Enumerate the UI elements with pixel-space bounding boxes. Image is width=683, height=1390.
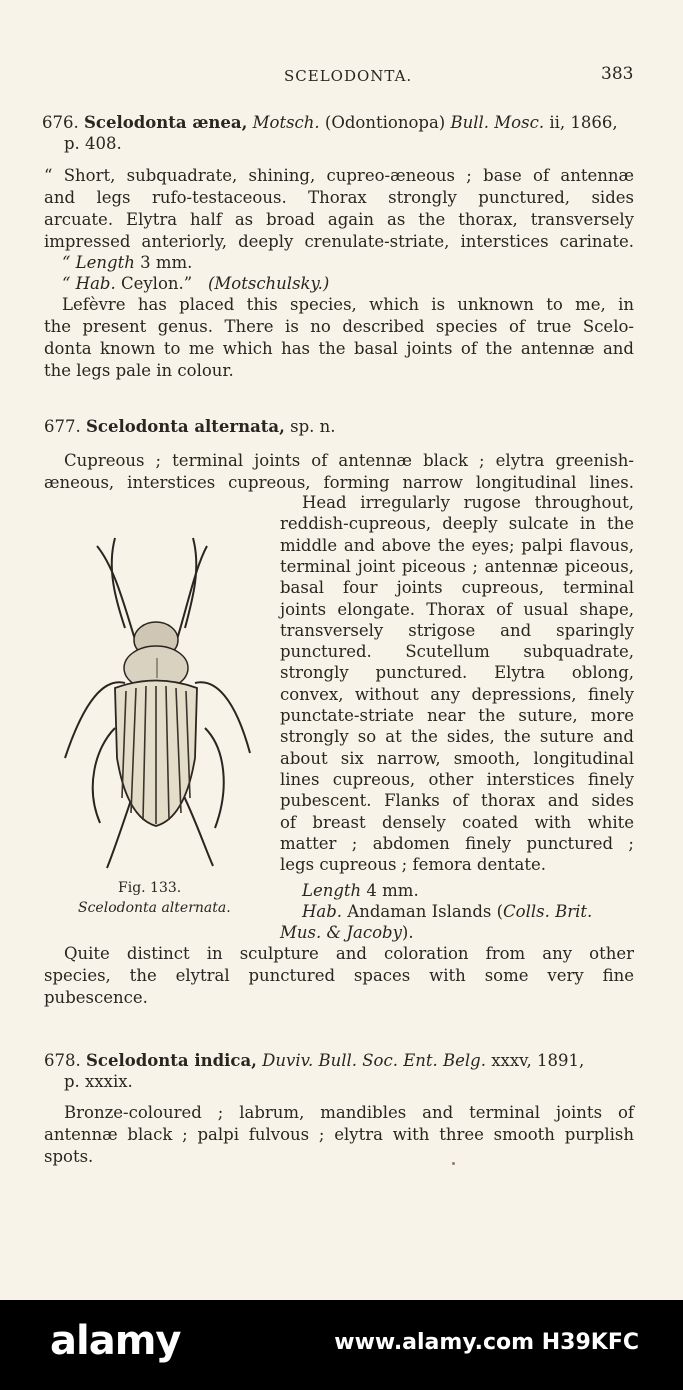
entry-677-heading <box>44 416 336 437</box>
hab-value: Ceylon.” <box>120 274 193 293</box>
quote-line: and legs rufo-testaceous. Thorax strongly punctured, sides <box>44 188 634 207</box>
entry-number: 677. <box>44 417 81 436</box>
hab-colls-2: Mus. & Jacoby <box>280 923 402 942</box>
hab-value: Andaman Islands ( <box>347 902 504 921</box>
reference: Bull. Mosc. <box>450 113 545 132</box>
entry-678-heading <box>44 1050 584 1071</box>
comment-line: the present genus. There is no described species of true Scelo- <box>44 317 634 336</box>
entry-676-page: p. 408. <box>64 134 122 153</box>
length-label: “ Length <box>62 253 135 272</box>
subgenus: (Odontionopa) <box>324 113 446 132</box>
quote-line: arcuate. Elytra half as broad again as the thorax, transversely <box>44 210 634 229</box>
volume: ii, 1866, <box>549 113 618 132</box>
closing-line: Quite distinct in sculpture and coloration from any other <box>64 944 634 963</box>
description-line: strongly punctured. Elytra oblong, <box>280 663 634 683</box>
description-line: transversely strigose and sparingly <box>280 620 634 640</box>
reference: Duviv. Bull. Soc. Ent. Belg. <box>262 1051 486 1070</box>
figure-label: Fig. 133. <box>118 880 182 896</box>
description-line: middle and above the eyes; palpi flavous, <box>280 535 634 555</box>
hab-colls: Colls. Brit. <box>503 902 593 921</box>
hab-end: ). <box>401 923 414 942</box>
species-name: Scelodonta ænea, <box>84 113 248 132</box>
desc-line: spots. <box>44 1147 94 1166</box>
entry-676-heading <box>42 112 618 133</box>
beetle-figure <box>45 528 265 878</box>
habitat-line <box>302 901 592 922</box>
volume: xxxv, 1891, <box>491 1051 585 1070</box>
comment-line: Lefèvre has placed this species, which is unknown to me, in <box>62 295 634 314</box>
length-value: 3 mm. <box>140 253 193 272</box>
description-line: reddish-cupreous, deeply sulcate in the <box>280 514 634 534</box>
brand-logo: alamy <box>50 1318 181 1364</box>
description-line: punctate-striate near the suture, more <box>280 706 634 725</box>
entry-number: 676. <box>42 113 79 132</box>
description-line: pubescent. Flanks of thorax and sides <box>280 791 634 811</box>
running-title: SCELODONTA. <box>284 67 413 85</box>
description-line: lines cupreous, other interstices finely <box>280 769 634 789</box>
habitat-line <box>62 273 329 294</box>
length-value: 4 mm. <box>366 881 419 900</box>
description-line: terminal joint piceous ; antennæ piceous, <box>280 556 634 576</box>
description-line: legs cupreous ; femora dentate. <box>280 855 546 875</box>
hab-source: (Motschulsky.) <box>207 274 330 293</box>
status: sp. n. <box>290 417 336 436</box>
closing-line: pubescence. <box>44 988 148 1007</box>
description-line: about six narrow, smooth, longitudinal <box>280 748 634 768</box>
comment-line: donta known to me which has the basal joints of the antennæ and <box>44 339 634 358</box>
description-line: joints elongate. Thorax of usual shape, <box>280 599 634 619</box>
length-line <box>302 880 419 901</box>
image-code: www.alamy.com H39KFC <box>334 1330 639 1355</box>
length-line <box>62 252 192 273</box>
description-line: basal four joints cupreous, terminal <box>280 578 634 598</box>
page-number: 383 <box>601 64 634 84</box>
comment-line: the legs pale in colour. <box>44 361 234 380</box>
habitat-line-2 <box>280 922 414 943</box>
quote-line: “ Short, subquadrate, shining, cupreo-æneous ; base of antennæ <box>44 166 634 185</box>
entry-number: 678. <box>44 1051 81 1070</box>
figure-caption: Scelodonta alternata. <box>78 900 231 916</box>
closing-line: species, the elytral punctured spaces with some very fine <box>44 966 634 985</box>
species-name: Scelodonta alternata, <box>86 417 285 436</box>
hab-label: “ Hab. <box>62 274 116 293</box>
intro-line: Cupreous ; terminal joints of antennæ black ; elytra greenish- <box>64 451 634 470</box>
description-line: of breast densely coated with white <box>280 812 634 832</box>
species-name: Scelodonta indica, <box>86 1051 257 1070</box>
intro-line: æneous, interstices cupreous, forming narrow longitudinal lines. <box>44 473 634 492</box>
hab-label: Hab. <box>302 902 343 921</box>
author: Motsch. <box>252 113 320 132</box>
description-line: Head irregularly rugose throughout, <box>302 493 634 512</box>
desc-line: Bronze-coloured ; labrum, mandibles and terminal joints of <box>64 1103 634 1122</box>
description-line: punctured. Scutellum subquadrate, <box>280 642 634 662</box>
description-line: convex, without any depressions, finely <box>280 684 634 704</box>
length-label: Length <box>302 881 362 900</box>
description-line: matter ; abdomen finely punctured ; <box>280 833 634 853</box>
entry-678-page: p. xxxix. <box>64 1072 133 1091</box>
desc-line: antennæ black ; palpi fulvous ; elytra with three smooth purplish <box>44 1125 634 1144</box>
speck <box>452 1162 455 1165</box>
quote-line: impressed anteriorly, deeply crenulate-striate, interstices carinate. <box>44 232 634 251</box>
description-line: strongly so at the sides, the suture and <box>280 727 634 747</box>
